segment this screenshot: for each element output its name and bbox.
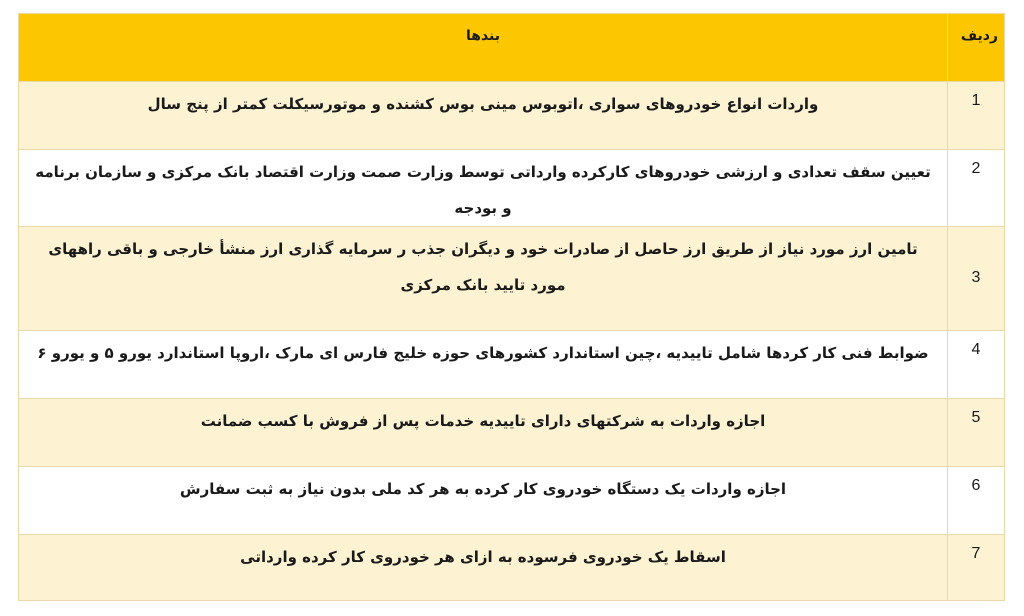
row-text: اجازه واردات به شرکتهای دارای تاییدیه خدمات پس از فروش با کسب ضمانت [19,399,948,467]
table-row [19,331,1005,399]
header-index-cell: ردیف [948,14,1005,82]
row-number: 2 [948,150,1005,227]
row-number: 6 [948,467,1005,535]
table-row [19,227,1005,331]
regulations-table-container [18,13,1004,601]
table-row [19,399,1005,467]
table-row [19,467,1005,535]
row-number: 5 [948,399,1005,467]
header-row [19,14,1005,82]
row-text: اجازه واردات یک دستگاه خودروی کار کرده به هر کد ملی بدون نیاز به ثبت سفارش [19,467,948,535]
table-header [19,14,1005,82]
row-number: 7 [948,535,1005,601]
header-items-cell: بندها [19,14,948,82]
table-row [19,150,1005,227]
row-text: واردات انواع خودروهای سواری ،اتوبوس مینی بوس کشنده و موتورسیکلت کمتر از پنج سال [19,82,948,150]
table-row [19,535,1005,601]
row-text: تامین ارز مورد نیاز از طریق ارز حاصل از صادرات خود و دیگران جذب ر سرمایه گذاری ارز منشأ خارجی و باقی راههای مورد تایید بانک مرکزی [19,227,948,331]
table-body [19,82,1005,601]
row-number: 4 [948,331,1005,399]
row-text: ضوابط فنی کار کردها شامل تاییدیه ،چین استاندارد کشورهای حوزه خلیج فارس ای مارک ،اروپا استاندارد یورو ۵ و یورو ۶ [19,331,948,399]
table-row [19,82,1005,150]
row-number: 3 [948,227,1005,331]
regulations-table [18,13,1005,601]
row-number: 1 [948,82,1005,150]
row-text: تعیین سقف تعدادی و ارزشی خودروهای کارکرده وارداتی توسط وزارت صمت وزارت اقتصاد بانک مرکزی و سازمان برنامه و بودجه [19,150,948,227]
row-text: اسقاط یک خودروی فرسوده به ازای هر خودروی کار کرده وارداتی [19,535,948,601]
